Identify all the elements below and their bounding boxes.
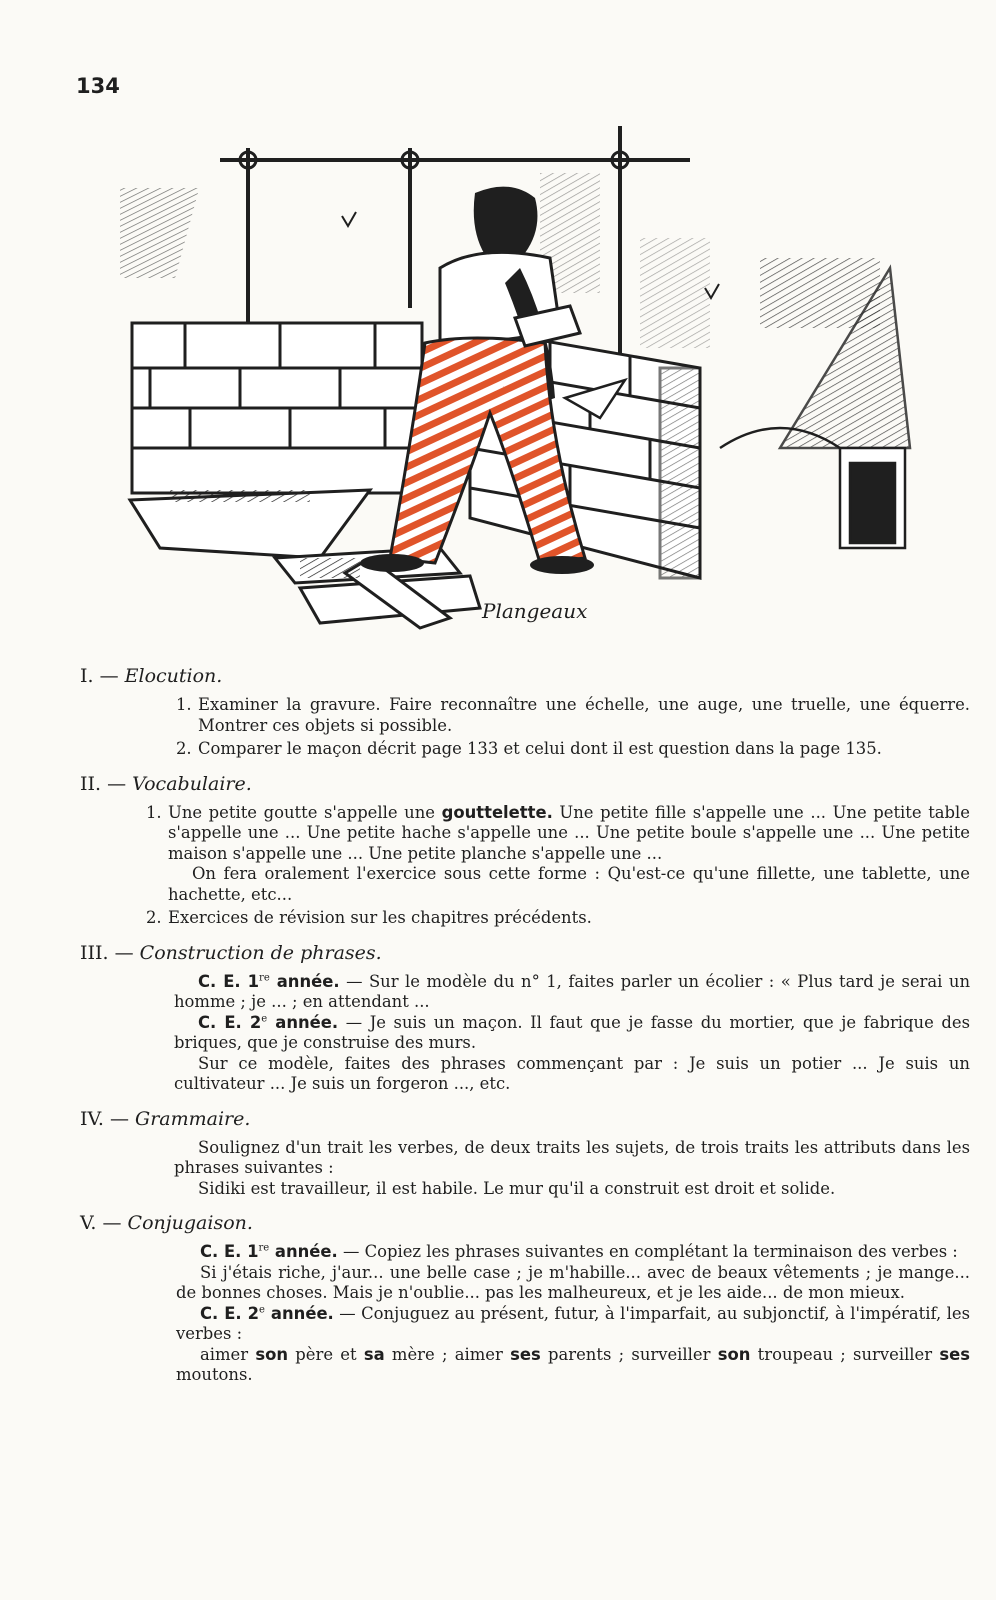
section-grammaire bbox=[80, 1107, 970, 1200]
list-item bbox=[176, 695, 970, 736]
paragraph: On fera oralement l'exercice sous cette forme : Qu'est-ce qu'une fillette, une tablette, une hachette, etc... bbox=[168, 864, 970, 904]
section-title: Vocabulaire. bbox=[132, 772, 252, 795]
paragraph: Sur ce modèle, faites des phrases commençant par : Je suis un potier ... Je suis un cultivateur ... Je suis un forgeron ..., etc. bbox=[174, 1053, 970, 1093]
list-item bbox=[146, 908, 970, 929]
paragraph: C. E. 2e année. — Je suis un maçon. Il faut que je fasse du mortier, que je fabrique des briques, que je construise des murs. bbox=[174, 1012, 970, 1052]
item-text: Comparer le maçon décrit page 133 et celui dont il est question dans la page 135. bbox=[198, 739, 882, 758]
page-number: 134 bbox=[76, 74, 120, 98]
paragraph: Sidiki est travailleur, il est habile. Le mur qu'il a construit est droit et solide. bbox=[198, 1178, 836, 1198]
brick-wall-left bbox=[132, 323, 422, 493]
section-heading bbox=[80, 1211, 970, 1235]
item-text: Une petite goutte s'appelle une gouttelette. Une petite fille s'appelle une ... Une petite table s'appelle une ... Une petite hache s'appelle une ... Une petite boule s'appelle une ... Une petite maison s'appelle une ... Une petite planche s'appelle une ... On fera oralement l'exercice sous cette forme : Qu'est-ce qu'une fillette, une tablette, une hachette, etc... bbox=[168, 802, 970, 904]
item-number: 1. bbox=[146, 802, 162, 822]
list-item bbox=[146, 803, 970, 906]
item-number: 2. bbox=[176, 739, 192, 758]
section-heading bbox=[80, 1107, 970, 1131]
list-item bbox=[176, 739, 970, 760]
section-number: V. — bbox=[80, 1212, 122, 1234]
section-elocution bbox=[80, 664, 970, 760]
section-number: III. — bbox=[80, 941, 134, 964]
section-heading bbox=[80, 941, 970, 965]
paragraph: Soulignez d'un trait les verbes, de deux traits les sujets, de trois traits les attributs dans les phrases suivantes : bbox=[174, 1137, 970, 1177]
section-construction bbox=[80, 941, 970, 1095]
exercise-content bbox=[80, 664, 970, 1398]
paragraph: aimer son père et sa mère ; aimer ses parents ; surveiller son troupeau ; surveiller ses moutons. bbox=[176, 1344, 970, 1384]
section-conjugaison bbox=[80, 1211, 970, 1386]
section-title: Grammaire. bbox=[135, 1107, 251, 1130]
paragraph: C. E. 1re année. — Copiez les phrases suivantes en complétant la terminaison des verbes : bbox=[200, 1242, 958, 1261]
section-number: II. — bbox=[80, 772, 127, 795]
section-title: Construction de phrases. bbox=[139, 941, 382, 964]
section-heading bbox=[80, 664, 970, 688]
artist-signature: Plangeaux bbox=[482, 599, 588, 623]
trough bbox=[130, 490, 370, 558]
item-number: 2. bbox=[146, 908, 162, 927]
section-heading bbox=[80, 772, 970, 796]
item-number: 1. bbox=[176, 695, 192, 714]
section-title: Elocution. bbox=[124, 665, 223, 687]
paragraph: C. E. 2e année. — Conjuguez au présent, futur, à l'imparfait, au subjonctif, à l'impératif, les verbes : bbox=[176, 1303, 970, 1343]
item-text: Exercices de révision sur les chapitres précédents. bbox=[168, 908, 592, 927]
mason-illustration bbox=[120, 118, 920, 658]
section-number: IV. — bbox=[80, 1107, 129, 1130]
section-title: Conjugaison. bbox=[127, 1212, 253, 1234]
section-vocabulaire bbox=[80, 772, 970, 929]
paragraph: Si j'étais riche, j'aur... une belle case ; je m'habille... avec de beaux vêtements ; je mange... de bonnes choses. Mais je n'oublie... pas les malheureux, et je les aide... de mon mieux. bbox=[176, 1262, 970, 1302]
section-number: I. — bbox=[80, 665, 119, 687]
item-text: Examiner la gravure. Faire reconnaître une échelle, une auge, une truelle, une équerre. Montrer ces objets si possible. bbox=[198, 695, 970, 735]
paragraph: C. E. 1re année. — Sur le modèle du n° 1, faites parler un écolier : « Plus tard je serai un homme ; je ... ; en attendant ... bbox=[174, 971, 970, 1011]
